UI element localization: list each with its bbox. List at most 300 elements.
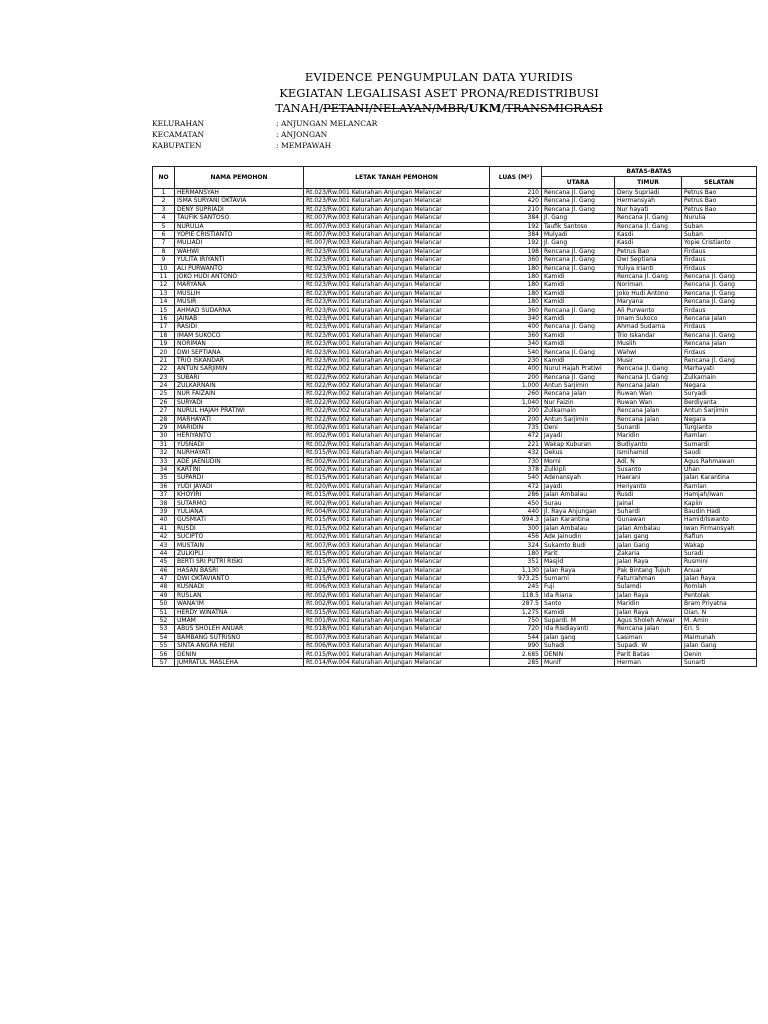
cell-selatan: Denin xyxy=(682,650,757,658)
cell-no: 48 xyxy=(153,583,175,591)
cell-selatan: Sunarti xyxy=(682,658,757,666)
cell-nama: ISMA SURYANI OKTAVIA xyxy=(175,197,304,205)
cell-luas: 221 xyxy=(490,440,542,448)
table-row xyxy=(153,457,757,465)
cell-utara: Jayadi xyxy=(542,482,615,490)
cell-luas: 973.25 xyxy=(490,574,542,582)
cell-luas: 198 xyxy=(490,247,542,255)
cell-selatan: Rencana Jl. Gang xyxy=(682,289,757,297)
cell-nama: MARYANA xyxy=(175,281,304,289)
cell-timur: Noriman xyxy=(615,281,682,289)
cell-luas: 994.3 xyxy=(490,516,542,524)
cell-no: 57 xyxy=(153,658,175,666)
cell-utara: Jalan Ambalau xyxy=(542,524,615,532)
cell-selatan: Petrus Bao xyxy=(682,205,757,213)
table-row xyxy=(153,524,757,532)
cell-letak: Rt.022/Rw.002 Kelurahan Anjungan Melancar xyxy=(304,398,490,406)
cell-no: 49 xyxy=(153,591,175,599)
cell-no: 17 xyxy=(153,323,175,331)
table-row xyxy=(153,214,757,222)
cell-selatan: M. Amin xyxy=(682,616,757,624)
cell-timur: Kasdi xyxy=(615,239,682,247)
cell-utara: Rencana Jl. Gang xyxy=(542,205,615,213)
table-row xyxy=(153,390,757,398)
cell-utara: Antun Sarjimin xyxy=(542,381,615,389)
cell-timur: Susanto xyxy=(615,465,682,473)
cell-letak: Rt.002/Rw.001 Kelurahan Anjungan Melancar xyxy=(304,591,490,599)
cell-timur: Rencana Jalan xyxy=(615,381,682,389)
cell-selatan: Negara xyxy=(682,381,757,389)
cell-utara: Kamidi xyxy=(542,331,615,339)
cell-selatan: Eri. S xyxy=(682,625,757,633)
cell-nama: NURULIA xyxy=(175,222,304,230)
cell-timur: Heriyanto xyxy=(615,482,682,490)
table-row xyxy=(153,658,757,666)
cell-letak: Rt.015/Rw.001 Kelurahan Anjungan Melancar xyxy=(304,608,490,616)
cell-no: 25 xyxy=(153,390,175,398)
cell-utara: Kamidi xyxy=(542,272,615,280)
cell-luas: 286 xyxy=(490,491,542,499)
cell-luas: 340 xyxy=(490,340,542,348)
cell-letak: Rt.023/Rw.001 Kelurahan Anjungan Melancar xyxy=(304,281,490,289)
cell-no: 4 xyxy=(153,214,175,222)
cell-nama: DENY SUPRIADI xyxy=(175,205,304,213)
table-row xyxy=(153,272,757,280)
meta-kabupaten xyxy=(152,141,331,150)
cell-luas: 360 xyxy=(490,331,542,339)
cell-utara: Parit xyxy=(542,549,615,557)
cell-no: 36 xyxy=(153,482,175,490)
cell-timur: Dwi Septiana xyxy=(615,256,682,264)
cell-nama: ZULKARNAIN xyxy=(175,381,304,389)
cell-utara: Santo xyxy=(542,600,615,608)
cell-timur: Ali Purwanto xyxy=(615,306,682,314)
cell-selatan: Berdiyanta xyxy=(682,398,757,406)
cell-utara: Rencana Jl. Gang xyxy=(542,247,615,255)
cell-timur: Rencana Jl. Gang xyxy=(615,214,682,222)
cell-luas: 720 xyxy=(490,625,542,633)
cell-selatan: Romlah xyxy=(682,583,757,591)
cell-selatan: Suban xyxy=(682,222,757,230)
cell-nama: KUSNADI xyxy=(175,583,304,591)
table-row xyxy=(153,440,757,448)
table-row xyxy=(153,491,757,499)
cell-timur: Trio Iskandar xyxy=(615,331,682,339)
table-row xyxy=(153,541,757,549)
cell-selatan: Hamjah/Iwan xyxy=(682,491,757,499)
cell-timur: Agus Sholeh Anwar xyxy=(615,616,682,624)
cell-timur: Maridin xyxy=(615,432,682,440)
cell-nama: YUDI JAYADI xyxy=(175,482,304,490)
cell-nama: TAUFIK SANTOSO xyxy=(175,214,304,222)
table-row xyxy=(153,230,757,238)
cell-selatan: Rencana Jl. Gang xyxy=(682,356,757,364)
cell-letak: Rt.023/Rw.001 Kelurahan Anjungan Melancar xyxy=(304,348,490,356)
cell-no: 35 xyxy=(153,474,175,482)
cell-nama: SUPARDI xyxy=(175,474,304,482)
cell-selatan: Firdaus xyxy=(682,306,757,314)
cell-letak: Rt.002/Rw.001 Kelurahan Anjungan Melancar xyxy=(304,499,490,507)
cell-selatan: Iwan Firmansyah xyxy=(682,524,757,532)
cell-no: 23 xyxy=(153,373,175,381)
cell-timur: Kasdi xyxy=(615,230,682,238)
cell-luas: 1,000 xyxy=(490,381,542,389)
cell-nama: JUMRATUL MASLEHA xyxy=(175,658,304,666)
cell-letak: Rt.004/Rw.002 Kelurahan Anjungan Melancar xyxy=(304,507,490,515)
cell-no: 1 xyxy=(153,189,175,197)
cell-timur: Zakaria xyxy=(615,549,682,557)
cell-utara: Taufik Santoso xyxy=(542,222,615,230)
cell-letak: Rt.002/Rw.001 Kelurahan Anjungan Melancar xyxy=(304,465,490,473)
cell-luas: 360 xyxy=(490,306,542,314)
cell-no: 6 xyxy=(153,230,175,238)
cell-nama: NUR FAIZAIN xyxy=(175,390,304,398)
cell-no: 41 xyxy=(153,524,175,532)
table-row xyxy=(153,247,757,255)
cell-no: 28 xyxy=(153,415,175,423)
cell-nama: YOPIE CRISTIANTO xyxy=(175,230,304,238)
header-batas: BATAS-BATAS xyxy=(542,167,757,177)
title-bold: UKM xyxy=(468,101,502,115)
cell-letak: Rt.018/Rw.001 Kelurahan Anjungan Melancar xyxy=(304,625,490,633)
cell-no: 24 xyxy=(153,381,175,389)
cell-selatan: Nurulia xyxy=(682,214,757,222)
title-strike-1: PETANI/NELAYAN/MBR/ xyxy=(322,101,469,115)
cell-nama: SUCIPTO xyxy=(175,533,304,541)
cell-selatan: Kapiin xyxy=(682,499,757,507)
header-utara: UTARA xyxy=(542,177,615,189)
cell-selatan: Agus Rahmawan xyxy=(682,457,757,465)
cell-letak: Rt.007/Rw.003 Kelurahan Anjungan Melancar xyxy=(304,541,490,549)
cell-nama: KARTINI xyxy=(175,465,304,473)
cell-utara: Jalan gang xyxy=(542,633,615,641)
table-row xyxy=(153,533,757,541)
meta-kelurahan xyxy=(152,119,377,128)
meta-value: : ANJUNGAN MELANCAR xyxy=(276,119,378,128)
cell-nama: ZULKIPLI xyxy=(175,549,304,557)
cell-nama: RASIDI xyxy=(175,323,304,331)
cell-utara: Jl. Raya Anjungan xyxy=(542,507,615,515)
cell-no: 51 xyxy=(153,608,175,616)
table-row xyxy=(153,600,757,608)
cell-utara: Kamidi xyxy=(542,608,615,616)
cell-selatan: Anuar xyxy=(682,566,757,574)
cell-letak: Rt.021/Rw.001 Kelurahan Anjungan Melancar xyxy=(304,566,490,574)
cell-utara: Ida Risdiayanti xyxy=(542,625,615,633)
cell-nama: WAHWI xyxy=(175,247,304,255)
cell-letak: Rt.023/Rw.001 Kelurahan Anjungan Melancar xyxy=(304,205,490,213)
cell-selatan: Zulkarnain xyxy=(682,373,757,381)
cell-selatan: Rencana Jl. Gang xyxy=(682,298,757,306)
table-row xyxy=(153,222,757,230)
cell-utara: Surau xyxy=(542,499,615,507)
cell-letak: Rt.022/Rw.002 Kelurahan Anjungan Melancar xyxy=(304,390,490,398)
cell-utara: Suhadi xyxy=(542,642,615,650)
cell-nama: MARHAYATI xyxy=(175,415,304,423)
cell-letak: Rt.023/Rw.001 Kelurahan Anjungan Melancar xyxy=(304,272,490,280)
cell-nama: BERTI SRI PUTRI RISKI xyxy=(175,558,304,566)
cell-luas: 180 xyxy=(490,272,542,280)
cell-no: 19 xyxy=(153,340,175,348)
cell-utara: Kamidi xyxy=(542,281,615,289)
table-row xyxy=(153,281,757,289)
cell-luas: 384 xyxy=(490,230,542,238)
cell-luas: 730 xyxy=(490,457,542,465)
cell-letak: Rt.001/Rw.001 Kelurahan Anjungan Melancar xyxy=(304,616,490,624)
table-row xyxy=(153,558,757,566)
cell-nama: TRIO ISKANDAR xyxy=(175,356,304,364)
cell-selatan: Suryadi xyxy=(682,390,757,398)
table-row xyxy=(153,407,757,415)
cell-nama: DWI SEPTIANA xyxy=(175,348,304,356)
cell-utara: Jl. Gang xyxy=(542,214,615,222)
cell-no: 39 xyxy=(153,507,175,515)
cell-luas: 180 xyxy=(490,281,542,289)
cell-no: 18 xyxy=(153,331,175,339)
cell-nama: YUSNADI xyxy=(175,440,304,448)
cell-timur: Parit Batas xyxy=(615,650,682,658)
cell-no: 46 xyxy=(153,566,175,574)
cell-no: 5 xyxy=(153,222,175,230)
cell-timur: Deny Supriadi xyxy=(615,189,682,197)
cell-letak: Rt.002/Rw.001 Kelurahan Anjungan Melancar xyxy=(304,600,490,608)
table-row xyxy=(153,256,757,264)
cell-timur: Musir xyxy=(615,356,682,364)
cell-nama: RUSDI xyxy=(175,524,304,532)
cell-utara: Rencana Jl. Gang xyxy=(542,256,615,264)
cell-timur: Ruwan Wan xyxy=(615,390,682,398)
cell-utara: Nurul Hajah Pratiwi xyxy=(542,365,615,373)
table-row xyxy=(153,566,757,574)
table-row xyxy=(153,348,757,356)
cell-no: 12 xyxy=(153,281,175,289)
cell-nama: MUSIR xyxy=(175,298,304,306)
cell-selatan: Firdaus xyxy=(682,256,757,264)
header-luas: LUAS (M²) xyxy=(490,167,542,189)
cell-utara: Rencana Jl. Gang xyxy=(542,306,615,314)
cell-utara: Jalan Karantina xyxy=(542,516,615,524)
table-row xyxy=(153,398,757,406)
cell-utara: Rencana Jl. Gang xyxy=(542,264,615,272)
cell-utara: Rencana Jl. Gang xyxy=(542,373,615,381)
cell-letak: Rt.022/Rw.002 Kelurahan Anjungan Melancar xyxy=(304,415,490,423)
table-row xyxy=(153,264,757,272)
cell-luas: 180 xyxy=(490,289,542,297)
cell-timur: Jalan Raya xyxy=(615,558,682,566)
cell-luas: 544 xyxy=(490,633,542,641)
cell-luas: 540 xyxy=(490,474,542,482)
cell-no: 33 xyxy=(153,457,175,465)
cell-letak: Rt.022/Rw.002 Kelurahan Anjungan Melancar xyxy=(304,381,490,389)
cell-no: 44 xyxy=(153,549,175,557)
cell-utara: Deni xyxy=(542,423,615,431)
table-row xyxy=(153,197,757,205)
cell-utara: Munif xyxy=(542,658,615,666)
cell-luas: 180 xyxy=(490,549,542,557)
cell-luas: 192 xyxy=(490,222,542,230)
cell-letak: Rt.023/Rw.001 Kelurahan Anjungan Melancar xyxy=(304,340,490,348)
cell-luas: 245 xyxy=(490,583,542,591)
table-row xyxy=(153,205,757,213)
table-row xyxy=(153,608,757,616)
cell-luas: 180 xyxy=(490,298,542,306)
cell-timur: Rencana Jl. Gang xyxy=(615,365,682,373)
cell-timur: Hermansyah xyxy=(615,197,682,205)
cell-selatan: Wakap xyxy=(682,541,757,549)
cell-timur: Ruwan Wan xyxy=(615,398,682,406)
cell-nama: BAMBANG SUTRISNO xyxy=(175,633,304,641)
cell-timur: Sulamdi xyxy=(615,583,682,591)
cell-utara: Antun Sarjimin xyxy=(542,415,615,423)
cell-no: 13 xyxy=(153,289,175,297)
cell-selatan: Firdaus xyxy=(682,247,757,255)
cell-selatan: Sumardi xyxy=(682,440,757,448)
cell-timur: Ahmad Sudarna xyxy=(615,323,682,331)
cell-letak: Rt.006/Rw.003 Kelurahan Anjungan Melancar xyxy=(304,583,490,591)
cell-timur: Herman xyxy=(615,658,682,666)
cell-letak: Rt.023/Rw.001 Kelurahan Anjungan Melancar xyxy=(304,331,490,339)
cell-letak: Rt.015/Rw.001 Kelurahan Anjungan Melancar xyxy=(304,516,490,524)
header-selatan: SELATAN xyxy=(682,177,757,189)
cell-no: 2 xyxy=(153,197,175,205)
cell-nama: YULIANA xyxy=(175,507,304,515)
cell-letak: Rt.015/Rw.001 Kelurahan Anjungan Melancar xyxy=(304,558,490,566)
cell-luas: 384 xyxy=(490,214,542,222)
cell-timur: Suhardi xyxy=(615,507,682,515)
cell-selatan: Saudi xyxy=(682,449,757,457)
cell-luas: 432 xyxy=(490,449,542,457)
doc-title-line1: EVIDENCE PENGUMPULAN DATA YURIDIS xyxy=(304,70,574,84)
cell-selatan: Suradi xyxy=(682,549,757,557)
table-row xyxy=(153,239,757,247)
cell-nama: NURHAYATI xyxy=(175,449,304,457)
cell-timur: Faturrahman xyxy=(615,574,682,582)
cell-luas: 750 xyxy=(490,616,542,624)
cell-timur: Jalan Raya xyxy=(615,608,682,616)
cell-no: 43 xyxy=(153,541,175,549)
cell-selatan: Ramlan xyxy=(682,432,757,440)
table-row xyxy=(153,616,757,624)
cell-nama: ABUS SHOLEH ANUAR xyxy=(175,625,304,633)
cell-utara: Rencana Jl. Gang xyxy=(542,348,615,356)
cell-selatan: Rusmini xyxy=(682,558,757,566)
table-row xyxy=(153,415,757,423)
cell-letak: Rt.002/Rw.001 Kelurahan Anjungan Melancar xyxy=(304,432,490,440)
cell-nama: WANA'IM xyxy=(175,600,304,608)
table-row xyxy=(153,340,757,348)
cell-no: 34 xyxy=(153,465,175,473)
cell-timur: Jainal xyxy=(615,499,682,507)
cell-utara: Jayadi xyxy=(542,432,615,440)
cell-timur: Ismihamid xyxy=(615,449,682,457)
cell-utara: Rencana Jl. Gang xyxy=(542,189,615,197)
cell-letak: Rt.023/Rw.001 Kelurahan Anjungan Melancar xyxy=(304,189,490,197)
cell-luas: 990 xyxy=(490,642,542,650)
cell-nama: DWI OKTAVIANTO xyxy=(175,574,304,582)
cell-selatan: Marhayati xyxy=(682,365,757,373)
cell-luas: 420 xyxy=(490,197,542,205)
cell-nama: UMAM xyxy=(175,616,304,624)
title-sep: / xyxy=(501,101,506,115)
cell-selatan: Firdaus xyxy=(682,348,757,356)
cell-letak: Rt.002/Rw.001 Kelurahan Anjungan Melancar xyxy=(304,440,490,448)
cell-letak: Rt.015/Rw.001 Kelurahan Anjungan Melancar xyxy=(304,449,490,457)
cell-nama: YULITA IRIYANTI xyxy=(175,256,304,264)
table-row xyxy=(153,650,757,658)
cell-letak: Rt.023/Rw.001 Kelurahan Anjungan Melancar xyxy=(304,247,490,255)
cell-no: 38 xyxy=(153,499,175,507)
cell-luas: 378 xyxy=(490,465,542,473)
cell-letak: Rt.023/Rw.001 Kelurahan Anjungan Melancar xyxy=(304,306,490,314)
cell-timur: Rencana Jalan xyxy=(615,625,682,633)
cell-luas: 456 xyxy=(490,533,542,541)
cell-nama: GUSMIATI xyxy=(175,516,304,524)
table-row xyxy=(153,356,757,364)
cell-letak: Rt.023/Rw.001 Kelurahan Anjungan Melancar xyxy=(304,323,490,331)
cell-utara: Zulkipli xyxy=(542,465,615,473)
cell-no: 55 xyxy=(153,642,175,650)
cell-timur: Imam Sukoco xyxy=(615,314,682,322)
cell-luas: 1,275 xyxy=(490,608,542,616)
meta-label: KELURAHAN xyxy=(152,119,205,128)
cell-timur: Joko Hudi Antono xyxy=(615,289,682,297)
cell-letak: Rt.002/Rw.001 Kelurahan Anjungan Melancar xyxy=(304,533,490,541)
cell-luas: 440 xyxy=(490,507,542,515)
cell-utara: Sumarni xyxy=(542,574,615,582)
table-row xyxy=(153,432,757,440)
cell-nama: HERIYANTO xyxy=(175,432,304,440)
cell-timur: Maridin xyxy=(615,600,682,608)
cell-selatan: Jalan Raya xyxy=(682,574,757,582)
table-row xyxy=(153,289,757,297)
cell-luas: 200 xyxy=(490,415,542,423)
cell-nama: ALI PURWANTO xyxy=(175,264,304,272)
cell-luas: 351 xyxy=(490,558,542,566)
cell-nama: ADE JAENUDIN xyxy=(175,457,304,465)
cell-utara: DENIN xyxy=(542,650,615,658)
cell-letak: Rt.007/Rw.003 Kelurahan Anjungan Melancar xyxy=(304,239,490,247)
table-row xyxy=(153,625,757,633)
table-row xyxy=(153,331,757,339)
cell-nama: JAINAB xyxy=(175,314,304,322)
cell-selatan: Antun Sarjimin xyxy=(682,407,757,415)
cell-no: 3 xyxy=(153,205,175,213)
cell-no: 27 xyxy=(153,407,175,415)
cell-letak: Rt.006/Rw.003 Kelurahan Anjungan Melancar xyxy=(304,642,490,650)
cell-luas: 210 xyxy=(490,205,542,213)
table-row xyxy=(153,516,757,524)
cell-timur: Jalan gang xyxy=(615,533,682,541)
cell-letak: Rt.015/Rw.001 Kelurahan Anjungan Melancar xyxy=(304,491,490,499)
cell-luas: 1,040 xyxy=(490,398,542,406)
cell-selatan: Jalan Gang xyxy=(682,642,757,650)
cell-utara: Rencana Jalan xyxy=(542,390,615,398)
cell-timur: Muslih xyxy=(615,340,682,348)
cell-no: 22 xyxy=(153,365,175,373)
cell-utara: Ida Riana xyxy=(542,591,615,599)
cell-nama: KHOYIRI xyxy=(175,491,304,499)
cell-nama: NURUL HAJAH PRATIWI xyxy=(175,407,304,415)
cell-nama: HERDY WINATNA xyxy=(175,608,304,616)
cell-utara: Kamidi xyxy=(542,314,615,322)
cell-utara: Mulyadi xyxy=(542,230,615,238)
cell-letak: Rt.023/Rw.001 Kelurahan Anjungan Melancar xyxy=(304,256,490,264)
cell-utara: Dekus xyxy=(542,449,615,457)
cell-no: 37 xyxy=(153,491,175,499)
cell-luas: 230 xyxy=(490,356,542,364)
cell-selatan: Suban xyxy=(682,230,757,238)
cell-nama: JOKO HUDI ANTONO xyxy=(175,272,304,280)
